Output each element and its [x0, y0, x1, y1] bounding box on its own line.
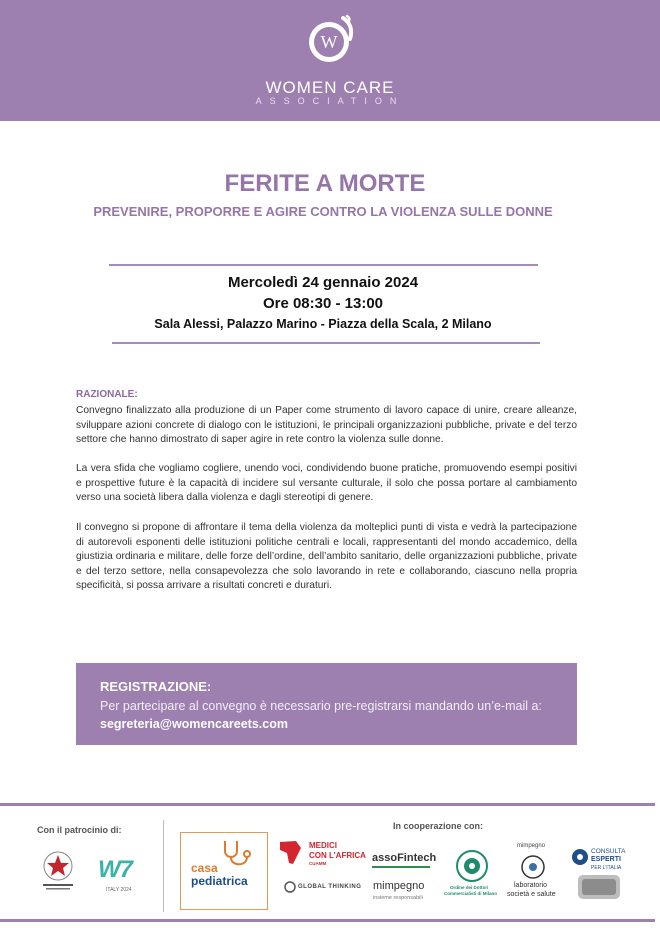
- medici-line2: CON L’AFRICA: [309, 851, 366, 860]
- event-title: FERITE A MORTE: [224, 170, 426, 197]
- footer-top-rule: [0, 803, 655, 806]
- global-thinking-logo: GLOBAL THINKING: [298, 884, 362, 890]
- mimpegno-sub: insieme responsabili: [373, 895, 423, 901]
- consulta-line2: ESPERTI: [591, 856, 621, 863]
- event-date: Mercoledì 24 gennaio 2024: [227, 274, 419, 291]
- casa-line1: casa: [191, 861, 218, 875]
- casa-pediatrica-logo: [180, 832, 268, 910]
- mimpegno-small-logo: mimpegno: [517, 843, 546, 849]
- razionale-paragraph-1: Convegno finalizzato alla produzione di un Paper come strumento di lavoro capace di unire, creare alleanze, sviluppare azioni concrete di dialogo con le istituzioni, le principali organizzazioni pubbliche, private e del terzo settore che hanno dimostrato di saper agire in rete contro la violenza sulle donne.: [76, 405, 577, 446]
- assofintech-underline: [372, 866, 430, 868]
- event-subtitle: PREVENIRE, PROPORRE E AGIRE CONTRO LA VIOLENZA SULLE DONNE: [93, 204, 553, 219]
- logo-name: WOMEN CARE: [265, 78, 395, 97]
- ordine-line1: Ordine dei Dottori: [450, 885, 489, 890]
- laboratorio-line2: società e salute: [507, 891, 556, 898]
- africa-map-icon: [276, 838, 304, 866]
- divider-bottom: [112, 342, 540, 344]
- w7-logo: W7: [98, 856, 132, 883]
- registration-title: REGISTRAZIONE:: [100, 679, 212, 694]
- consulta-line1: CONSULTA: [591, 848, 626, 855]
- global-thinking-icon: [284, 880, 296, 894]
- razionale-label: RAZIONALE:: [76, 389, 138, 400]
- registration-instructions: Per partecipare al convegno è necessario pre-registrarsi mandando un’e-mail a:: [100, 699, 542, 713]
- w7-sub: ITALY 2024: [106, 887, 132, 893]
- consulta-badge-image: [578, 875, 620, 899]
- registration-text: [100, 697, 570, 733]
- casa-line2: pediatrica: [191, 874, 248, 888]
- registration-email-link[interactable]: segreteria@womencareets.com: [100, 717, 288, 731]
- patrocinio-label: Con il patrocinio di:: [37, 825, 122, 835]
- laboratorio-line1: laboratorio: [514, 882, 548, 889]
- footer-bottom-rule: [0, 919, 655, 922]
- laboratorio-icon: [520, 854, 546, 880]
- header-banner: [0, 0, 660, 121]
- razionale-paragraph-3: Il convegno si propone di affrontare il tema della violenza da molteplici punti di vista e vedrà la partecipazione di autorevoli esponenti delle istituzioni politiche centrali e locali, rappresentanti del mondo accademico, della giustizia ordinaria e militare, delle forze dell’ordine, dell’ambito sanitario, delle organizzazioni pubbliche, private e del terzo settore, nella consapevolezza che solo lavorando in rete e collaborando, ciascuno nella propria specificità, si possa arrivare a risultati concreti e duraturi.: [76, 522, 577, 592]
- divider-top: [109, 264, 538, 266]
- consulta-icon: [571, 848, 589, 866]
- stethoscope-icon: [219, 839, 255, 869]
- medici-line1: MEDICI: [309, 841, 337, 850]
- government-emblem-icon: [40, 850, 76, 894]
- registration-box: [76, 663, 577, 745]
- assofintech-logo: assoFintech: [372, 852, 437, 864]
- event-time: Ore 08:30 - 13:00: [262, 295, 384, 312]
- ordine-line2: Commercialisti di Milano: [444, 891, 498, 896]
- footer-separator: [163, 820, 164, 912]
- consulta-line3: PER L’ITALIA: [591, 865, 622, 871]
- razionale-paragraph-2: La vera sfida che vogliamo cogliere, unendo voci, condividendo buone pratiche, promuovendo esempi positivi e prospettive future è la capacità di incidere sul versante culturale, il solo che possa portare al cambiamento verso una società libera dalla violenza e dagli stereotipi di genere.: [76, 463, 577, 504]
- women-care-logo-icon: [303, 12, 359, 68]
- cooperazione-label: In cooperazione con:: [393, 821, 484, 831]
- logo-initial: W: [320, 32, 338, 52]
- ordine-commercialisti-icon: [455, 849, 489, 883]
- mimpegno-logo: mimpegno: [373, 880, 425, 892]
- event-venue: Sala Alessi, Palazzo Marino - Piazza della Scala, 2 Milano: [154, 317, 492, 331]
- medici-line3: CUAMM: [309, 861, 327, 866]
- logo-sub: ASSOCIATION: [255, 96, 405, 106]
